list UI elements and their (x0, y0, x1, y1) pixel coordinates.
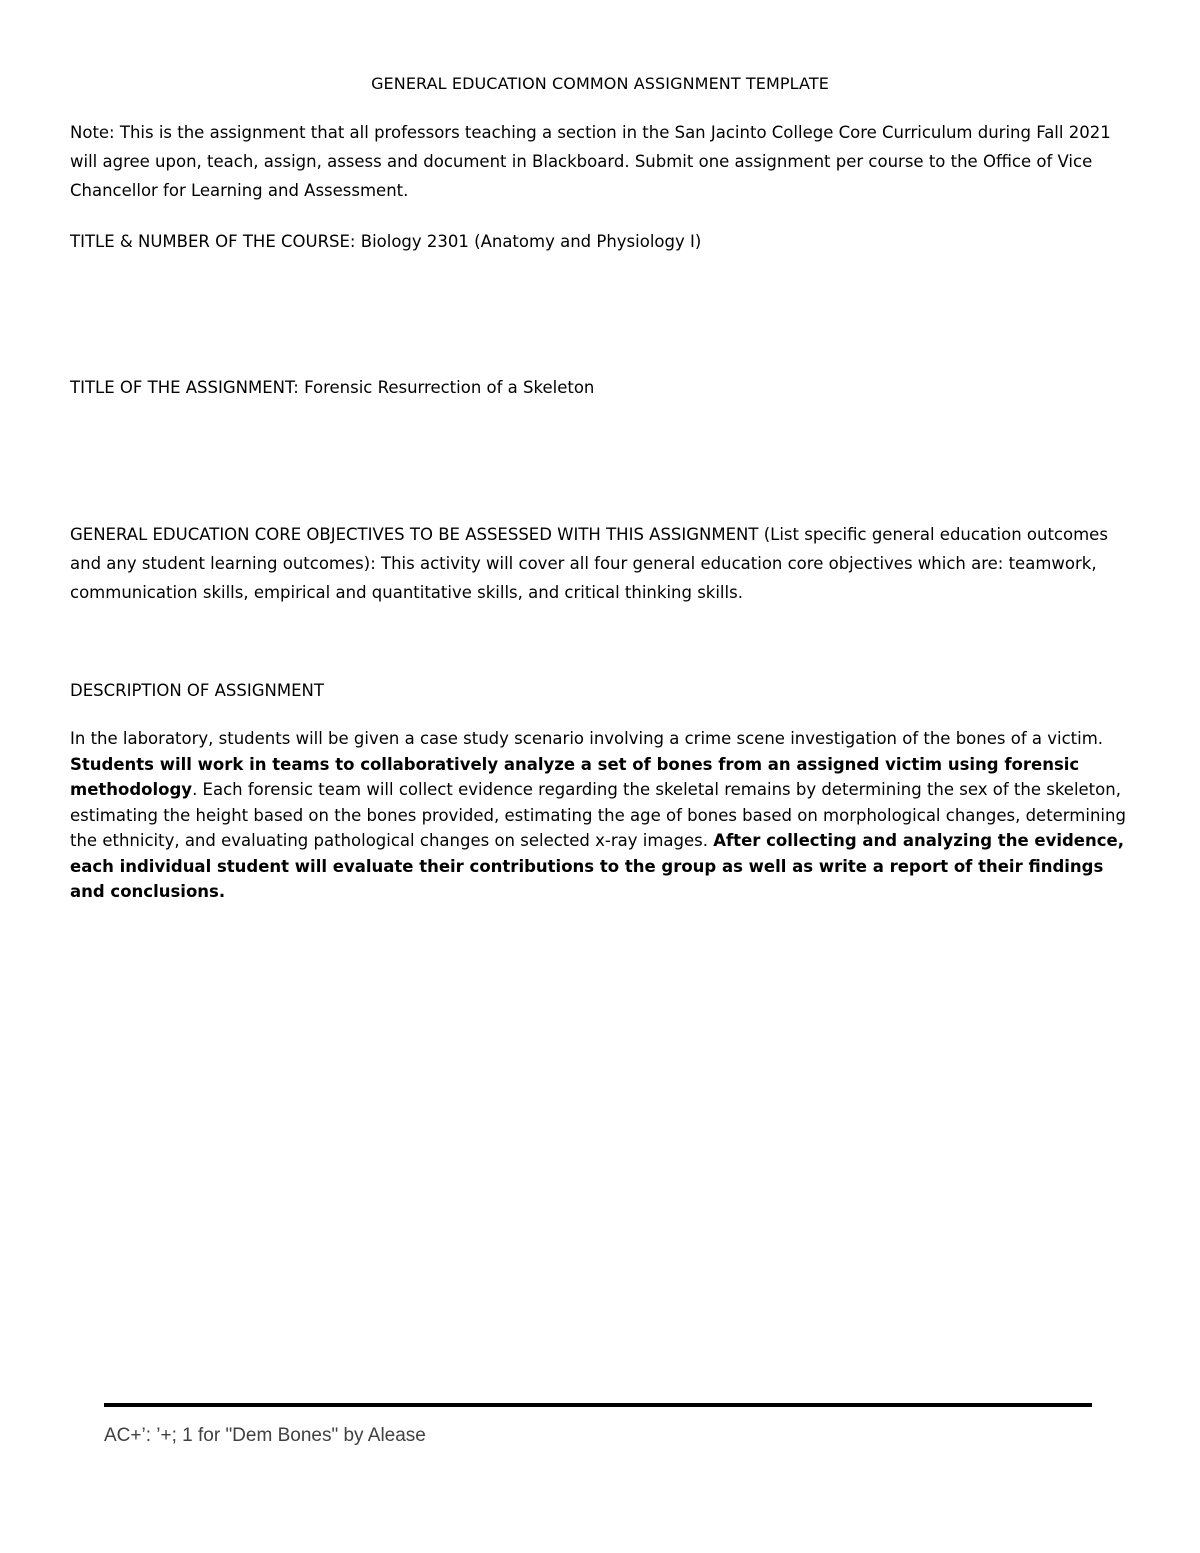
course-label: TITLE & NUMBER OF THE COURSE: (70, 232, 356, 251)
course-value: Biology 2301 (Anatomy and Physiology I) (355, 232, 702, 251)
description-report-bold: After collecting and analyzing the evidence, each individual student will evaluate their contributions to the group as well as write a report of their findings and conclusions. (70, 831, 1124, 901)
description-part-1: In the laboratory, students will be given a case study scenario involving a crime scene investigation of the bones of a victim. (70, 729, 1104, 748)
office-name: Office of Vice Chancellor for Learning and Assessment (70, 152, 1093, 200)
assignment-value: Forensic Resurrection of a Skeleton (298, 378, 595, 397)
document-title: GENERAL EDUCATION COMMON ASSIGNMENT TEMPLATE (371, 74, 829, 93)
objectives-label: GENERAL EDUCATION CORE OBJECTIVES TO BE ASSESSED WITH THIS ASSIGNMENT (List specific general education outcomes and any student learning outcomes): (70, 525, 1108, 573)
note-label: Note: (70, 123, 115, 142)
footer-divider (104, 1403, 1092, 1407)
objectives-paragraph (70, 520, 1135, 607)
description-part-3: . Each forensic team will collect evidence regarding the skeletal remains by determining the sex of the skeleton, estimating the height based on the bones provided, estimating the age of bones based on morphological changes, determining the ethnicity, and evaluating pathological changes on selected x-ray images. (70, 780, 1126, 850)
footer-text: AC+’: ’+; 1 for "Dem Bones" by Alease (104, 1425, 426, 1446)
description-heading: DESCRIPTION OF ASSIGNMENT (70, 681, 324, 700)
course-line (70, 227, 1135, 256)
assignment-title-line (70, 373, 1135, 402)
note-text-end: . (403, 181, 409, 200)
assignment-label: TITLE OF THE ASSIGNMENT: (70, 378, 299, 397)
description-body (70, 726, 1135, 905)
description-teams-bold: Students will work in teams to collaboratively analyze a set of bones from an assigned victim using forensic methodology (70, 754, 1080, 799)
objectives-value: This activity will cover all four general education core objectives which are: teamwork, communication skills, empirical and quantitative skills, and critical thinking skills. (70, 554, 1097, 602)
note-paragraph (70, 118, 1135, 205)
note-text: This is the assignment that all professors teaching a section in the San Jacinto College Core Curriculum during Fall 2021 will agree upon, teach, assign, assess and document in Blackboard. Submit one assignment per course to the (70, 123, 1111, 171)
